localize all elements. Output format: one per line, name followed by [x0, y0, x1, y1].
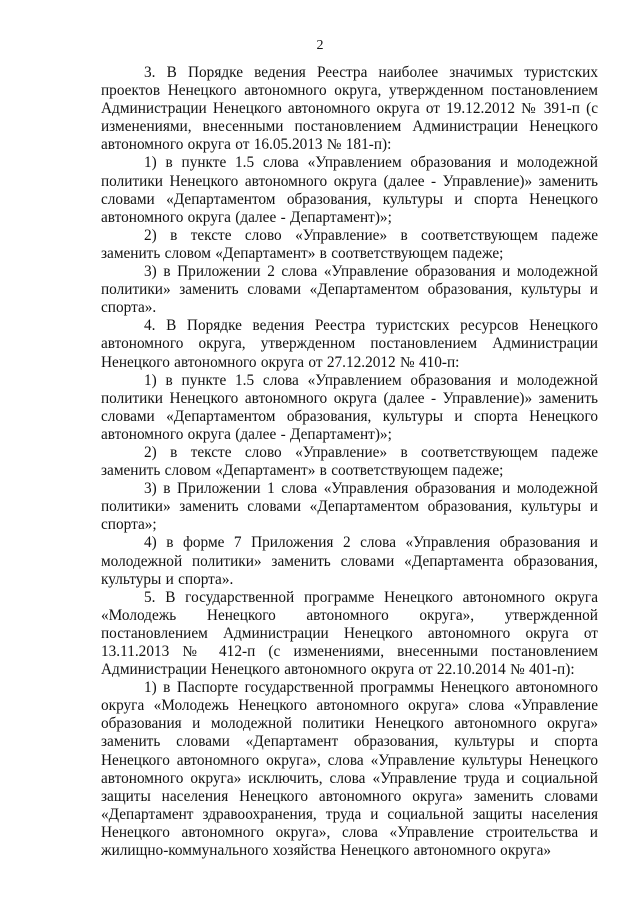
paragraph-3-intro: 3. В Порядке ведения Реестра наиболее значимых туристских проектов Ненецкого автономного округа, утвержденном постановлением Администрации Ненецкого автономного округа от 19.12.2012 № 391-п (с изменениями, внесенными постановлением Администрации Ненецкого автономного округа от 16.05.2013 № 181-п): [101, 64, 598, 154]
paragraph-4-intro: 4. В Порядке ведения Реестра туристских ресурсов Ненецкого автономного округа, утвержденном постановлением Администрации Ненецкого автономного округа от 27.12.2012 № 410-п: [101, 317, 598, 371]
document-body [101, 64, 598, 860]
paragraph-3-item-3: 3) в Приложении 2 слова «Управление образования и молодежной политики» заменить словами «Департаментом образования, культуры и спорта». [101, 263, 598, 317]
paragraph-4-item-2: 2) в тексте слово «Управление» в соответствующем падеже заменить словом «Департамент» в соответствующем падеже; [101, 443, 598, 480]
paragraph-3-item-1: 1) в пункте 1.5 слова «Управлением образования и молодежной политики Ненецкого автономного округа (далее - Управление)» заменить словами «Департаментом образования, культуры и спорта Ненецкого автономного округа (далее - Департамент)»; [101, 154, 598, 226]
paragraph-4-item-1: 1) в пункте 1.5 слова «Управлением образования и молодежной политики Ненецкого автономного округа (далее - Управление)» заменить словами «Департаментом образования, культуры и спорта Ненецкого автономного округа (далее - Департамент)»; [101, 371, 598, 443]
paragraph-5-intro: 5. В государственной программе Ненецкого автономного округа «Молодежь Ненецкого автономного округа», утвержденной постановлением Администрации Ненецкого автономного округа от 13.11.2013 № 412-п (с изменениями, внесенными постановлением Администрации Ненецкого автономного округа от 22.10.2014 № 401-п): [101, 588, 598, 679]
page-number: 2 [316, 38, 324, 53]
paragraph-5-item-1: 1) в Паспорте государственной программы Ненецкого автономного округа «Молодежь Ненецкого автономного округа» слова «Управление образования и молодежной политики Ненецкого автономного округа» заменить словами «Департамент образования, культуры и спорта Ненецкого автономного округа», слова «Управление культуры Ненецкого автономного округа» исключить, слова «Управление труда и социальной защиты населения Ненецкого автономного округа» заменить словами «Департамент здравоохранения, труда и социальной защиты населения Ненецкого автономного округа», слова «Управление строительства и жилищно-коммунального хозяйства Ненецкого автономного округа» [101, 679, 598, 860]
paragraph-4-item-3: 3) в Приложении 1 слова «Управления образования и молодежной политики» заменить словами «Департаментом образования, культуры и спорта»; [101, 480, 598, 534]
paragraph-3-item-2: 2) в тексте слово «Управление» в соответствующем падеже заменить словом «Департамент» в соответствующем падеже; [101, 226, 598, 262]
paragraph-4-item-4: 4) в форме 7 Приложения 2 слова «Управления образования и молодежной политики» заменить словами «Департамента образования, культуры и спорта». [101, 534, 598, 588]
